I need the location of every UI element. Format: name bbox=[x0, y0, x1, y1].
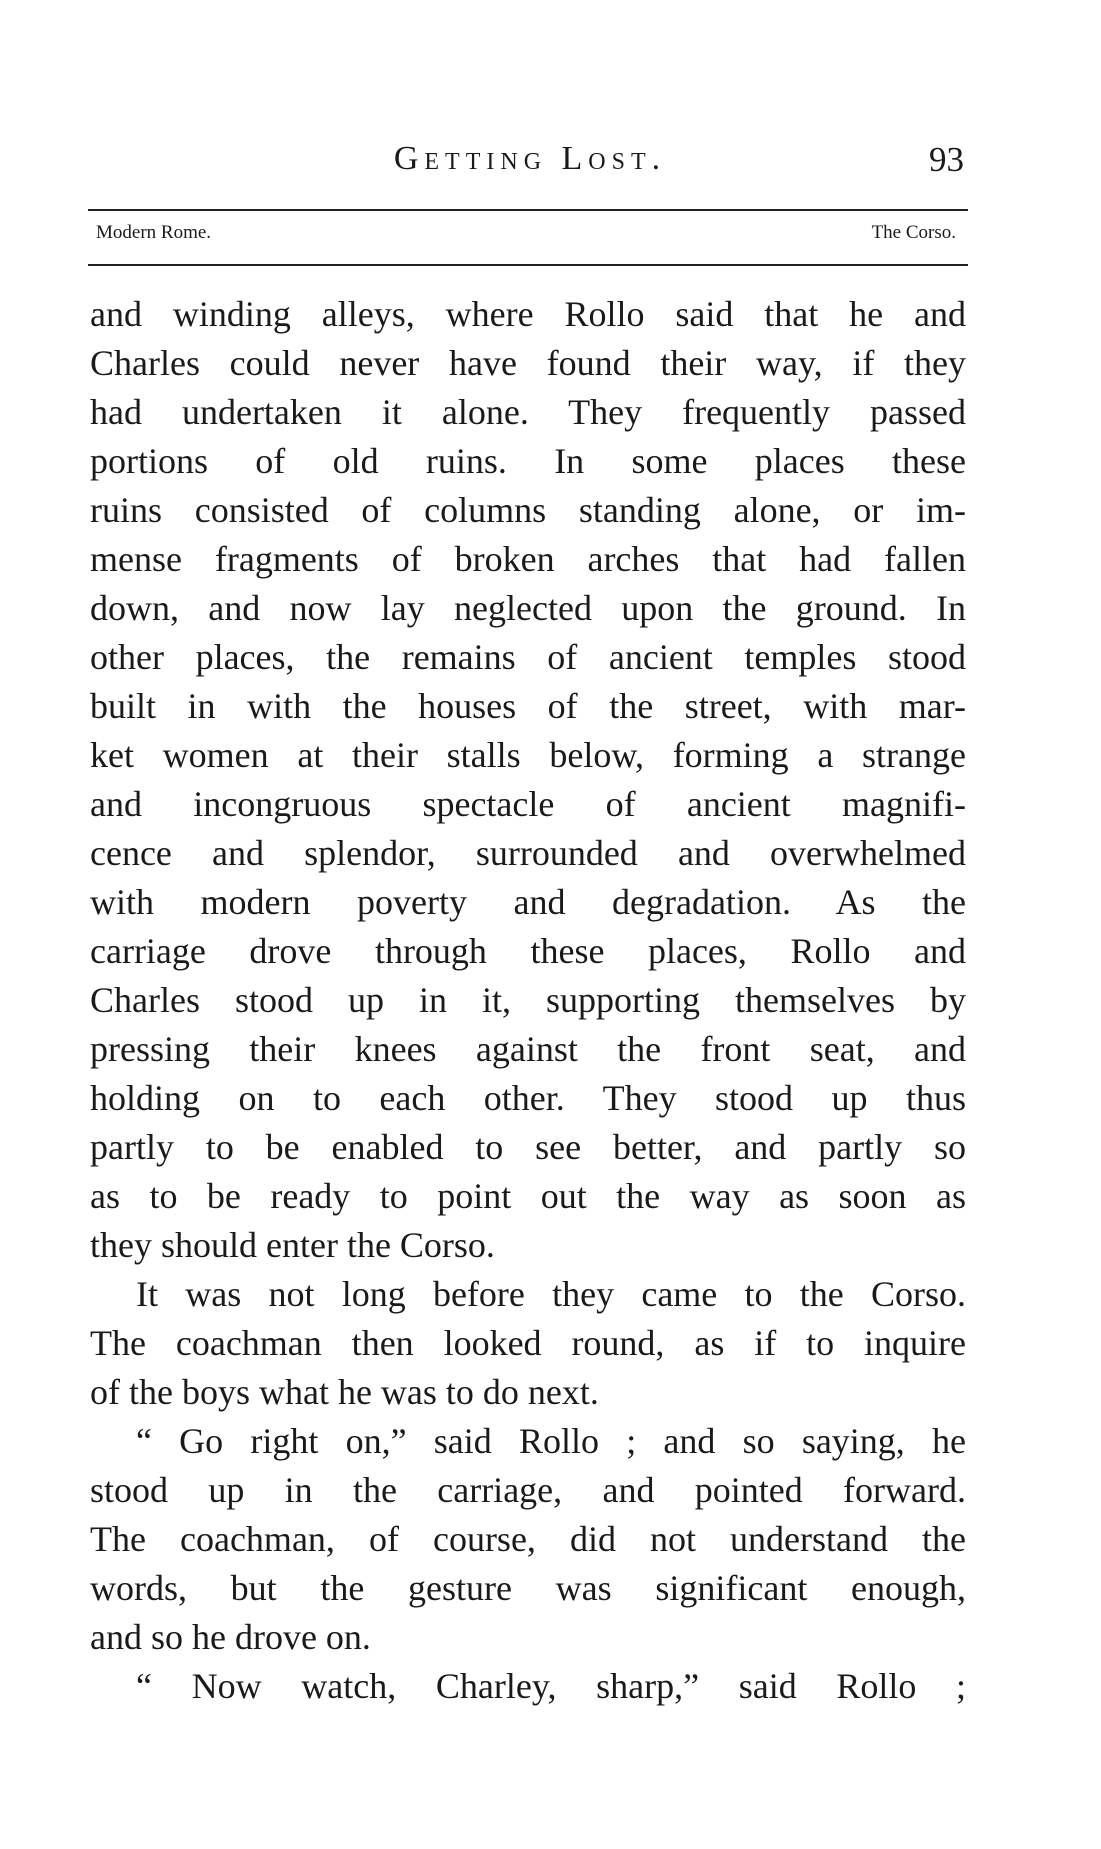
top-rule bbox=[88, 209, 968, 211]
running-title: Getting Lost. bbox=[393, 140, 667, 177]
text-line: other places, the remains of ancient temples stood bbox=[90, 637, 966, 677]
text-line: down, and now lay neglected upon the ground. In bbox=[90, 588, 966, 628]
text-line: The coachman, of course, did not understand the bbox=[90, 1519, 966, 1559]
text-line: and incongruous spectacle of ancient magnifi- bbox=[90, 784, 966, 824]
text-line: and winding alleys, where Rollo said that he and bbox=[90, 294, 966, 334]
bottom-rule bbox=[88, 264, 968, 266]
text-line: stood up in the carriage, and pointed forward. bbox=[90, 1470, 966, 1510]
running-head bbox=[90, 140, 970, 184]
text-line: “ Go right on,” said Rollo ; and so saying, he bbox=[136, 1421, 966, 1461]
subheading-right: The Corso. bbox=[871, 222, 956, 243]
text-line: It was not long before they came to the Corso. bbox=[136, 1274, 966, 1314]
text-line: The coachman then looked round, as if to inquire bbox=[90, 1323, 966, 1363]
text-line: ruins consisted of columns standing alone, or im- bbox=[90, 490, 966, 530]
text-line: of the boys what he was to do next. bbox=[90, 1372, 599, 1412]
subheading-left: Modern Rome. bbox=[96, 222, 212, 243]
text-line: and so he drove on. bbox=[90, 1617, 371, 1657]
text-line: carriage drove through these places, Rollo and bbox=[90, 931, 966, 971]
marginal-subheading bbox=[96, 222, 956, 252]
body-text bbox=[90, 290, 966, 1711]
text-line: as to be ready to point out the way as soon as bbox=[90, 1176, 966, 1216]
text-line: Charles stood up in it, supporting themselves by bbox=[90, 980, 966, 1020]
text-line: portions of old ruins. In some places these bbox=[90, 441, 966, 481]
text-line: mense fragments of broken arches that had fallen bbox=[90, 539, 966, 579]
text-line: they should enter the Corso. bbox=[90, 1225, 495, 1265]
text-line: partly to be enabled to see better, and partly so bbox=[90, 1127, 966, 1167]
text-line: words, but the gesture was significant enough, bbox=[90, 1568, 966, 1608]
text-line: holding on to each other. They stood up thus bbox=[90, 1078, 966, 1118]
text-line: built in with the houses of the street, with mar- bbox=[90, 686, 966, 726]
text-line: pressing their knees against the front seat, and bbox=[90, 1029, 966, 1069]
text-line: cence and splendor, surrounded and overwhelmed bbox=[90, 833, 966, 873]
page-number: 93 bbox=[929, 140, 964, 179]
text-line: with modern poverty and degradation. As the bbox=[90, 882, 966, 922]
text-line: Charles could never have found their way, if they bbox=[90, 343, 966, 383]
text-line: “ Now watch, Charley, sharp,” said Rollo ; bbox=[136, 1666, 966, 1706]
text-line: had undertaken it alone. They frequently passed bbox=[90, 392, 966, 432]
text-line: ket women at their stalls below, forming a strange bbox=[90, 735, 966, 775]
